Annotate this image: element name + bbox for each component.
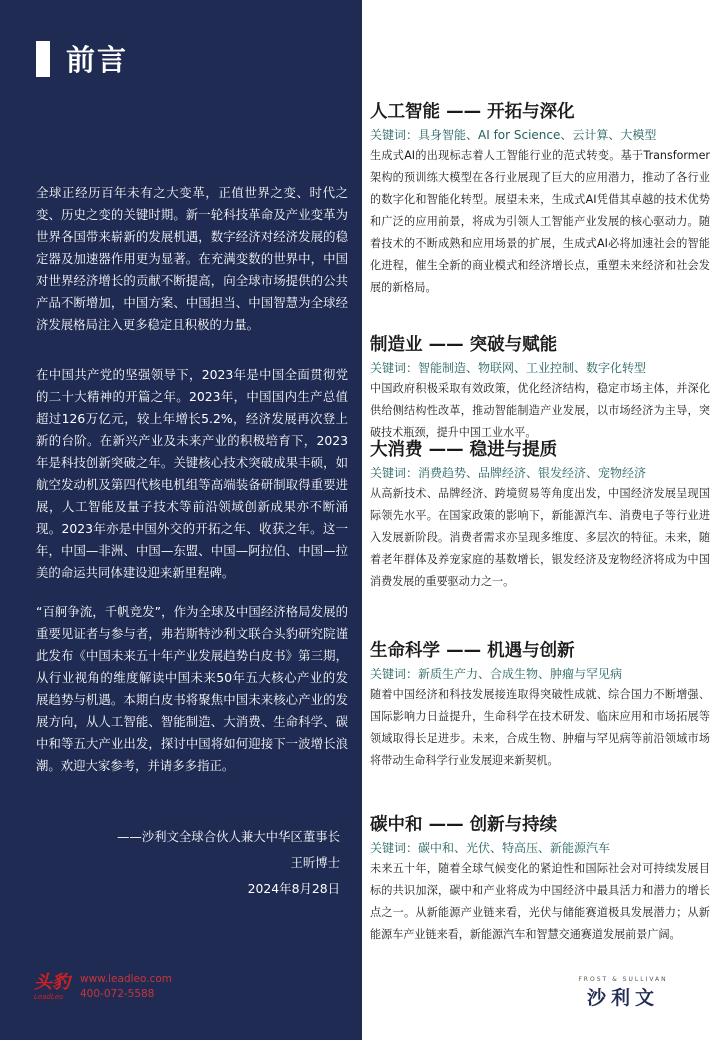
leadleo-contact xyxy=(80,972,172,1002)
section-body: 生成式AI的出现标志着人工智能行业的范式转变。基于Transformer架构的预训练大模型在各行业展现了巨大的应用潜力，推动了各行业的数字化和智能化转型。展望未来，生成式AI凭借其卓越的技术优势和广泛的应用前景，将成为引领人工智能产业发展的核心驱动力。随着技术的不断成熟和应用场景的扩展，生成式AI必将加速社会的智能化进程，催生全新的商业模式和经济增长点，重塑未来经济和社会发展的新格局。 xyxy=(370,149,710,294)
frost-sullivan-en: FROST & SULLIVAN xyxy=(578,976,668,983)
section-keywords: 关键词：具身智能、AI for Science、云计算、大模型 xyxy=(370,128,657,142)
section-consumption xyxy=(370,437,710,593)
section-body: 随着中国经济和科技发展接连取得突破性成就、综合国力不断增强、国际影响力日益提升，生命科学在技术研发、临床应用和市场拓展等领域取得长足进步。未来，合成生物、肿瘤与罕见病等前沿领域市场将带动生命科学行业发展迎来新契机。 xyxy=(370,688,710,767)
section-manufacturing xyxy=(370,332,710,444)
leadleo-phone: 400-072-5588 xyxy=(80,988,155,1000)
section-life-science xyxy=(370,638,710,772)
frost-sullivan-cn: 沙利文 xyxy=(586,987,659,1009)
signature-date: 2024年8月28日 xyxy=(247,881,340,896)
frost-sullivan-logo xyxy=(548,976,698,1010)
signature-name: 王昕博士 xyxy=(290,855,340,870)
section-keywords: 关键词：智能制造、物联网、工业控制、数字化转型 xyxy=(370,361,647,375)
section-title: 生命科学 —— 机遇与创新 xyxy=(370,641,575,661)
leadleo-brand-en: LeadLeo xyxy=(34,993,64,1001)
section-carbon-neutral xyxy=(370,812,710,946)
signature-block xyxy=(117,824,340,902)
section-body: 中国政府积极采取有效政策，优化经济结构，稳定市场主体，并深化供给侧结构性改革，推动智能制造产业发展，以市场经济为主导，突破技术瓶颈，提升中国工业水平。 xyxy=(370,382,710,439)
preface-paragraph-1: 全球正经历百年未有之大变革，正值世界之变、时代之变、历史之变的关键时期。新一轮科技革命及产业变革为世界各国带来崭新的发展机遇，数字经济对经济发展的稳定器及加速器作用更为显著。在充满变数的世界中，中国对世界经济增长的贡献不断提高，向全球市场提供的公共产品不断增加，中国方案、中国担当、中国智慧为全球经济发展格局注入更多稳定且积极的力量。 xyxy=(36,185,348,332)
leadleo-logo xyxy=(34,972,172,1002)
section-title: 碳中和 —— 创新与持续 xyxy=(370,815,558,835)
section-body: 未来五十年，随着全球气候变化的紧迫性和国际社会对可持续发展目标的共识加深，碳中和产业将成为中国经济中最具活力和潜力的增长点之一。从新能源产业链来看，光伏与储能赛道极具发展潜力；从新能源车产业链来看，新能源汽车和智慧交通赛道发展前景广阔。 xyxy=(370,862,710,941)
preface-paragraph-3: “百舸争流，千帆竞发”，作为全球及中国经济格局发展的重要见证者与参与者，弗若斯特沙利文联合头豹研究院谨此发布《中国未来五十年产业发展趋势白皮书》第三期，从行业视角的维度解读中国未来50年五大核心产业的发展趋势与机遇。本期白皮书将聚焦中国未来核心产业的发展方向，从人工智能、智能制造、大消费、生命科学、碳中和等五大产业出发，探讨中国将如何迎接下一波增长浪潮。欢迎大家参考，并请多多指正。 xyxy=(36,604,348,773)
leadleo-brand-cn: 头豹 xyxy=(34,972,70,993)
section-title: 人工智能 —— 开拓与深化 xyxy=(370,102,575,122)
section-keywords: 关键词：新质生产力、合成生物、肿瘤与罕见病 xyxy=(370,667,623,681)
section-keywords: 关键词：碳中和、光伏、特高压、新能源汽车 xyxy=(370,841,611,855)
section-title: 大消费 —— 稳进与提质 xyxy=(370,440,558,460)
section-title: 制造业 —— 突破与赋能 xyxy=(370,335,558,355)
leadleo-brand xyxy=(34,973,70,1001)
heading-accent-bar xyxy=(36,41,50,77)
section-body: 从高新技术、品牌经济、跨境贸易等角度出发，中国经济发展呈现国际领先水平。在国家政策的影响下，新能源汽车、消费电子等行业进入发展新阶段。消费者需求亦呈现多维度、多层次的特征。未来，随着老年群体及养宠家庭的基数增长，银发经济及宠物经济将成为中国消费发展的重要驱动力之一。 xyxy=(370,487,710,588)
signature-title: ——沙利文全球合伙人兼大中华区董事长 xyxy=(116,829,340,844)
section-ai xyxy=(370,99,710,299)
page-title: 前言 xyxy=(66,43,129,77)
preface-heading xyxy=(36,38,128,79)
preface-paragraph-2: 在中国共产党的坚强领导下，2023年是中国全面贯彻党的二十大精神的开篇之年。2023年，中国国内生产总值超过126万亿元，较上年增长5.2%，经济发展再次登上新的台阶。在新兴产业及未来产业的积极培育下，2023年是科技创新突破之年。关键核心技术突破成果丰硕，如航空发动机及第四代核电机组等高端装备研制取得重要进展，人工智能及量子技术等前沿领域创新成果亦不断涌现。2023年亦是中国外交的开拓之年、收获之年。这一年，中国—非洲、中国—东盟、中国—阿拉伯、中国—拉美的命运共同体建设迎来新里程碑。 xyxy=(36,367,348,580)
section-keywords: 关键词：消费趋势、品牌经济、银发经济、宠物经济 xyxy=(370,466,647,480)
leadleo-website: www.leadleo.com xyxy=(80,973,172,985)
